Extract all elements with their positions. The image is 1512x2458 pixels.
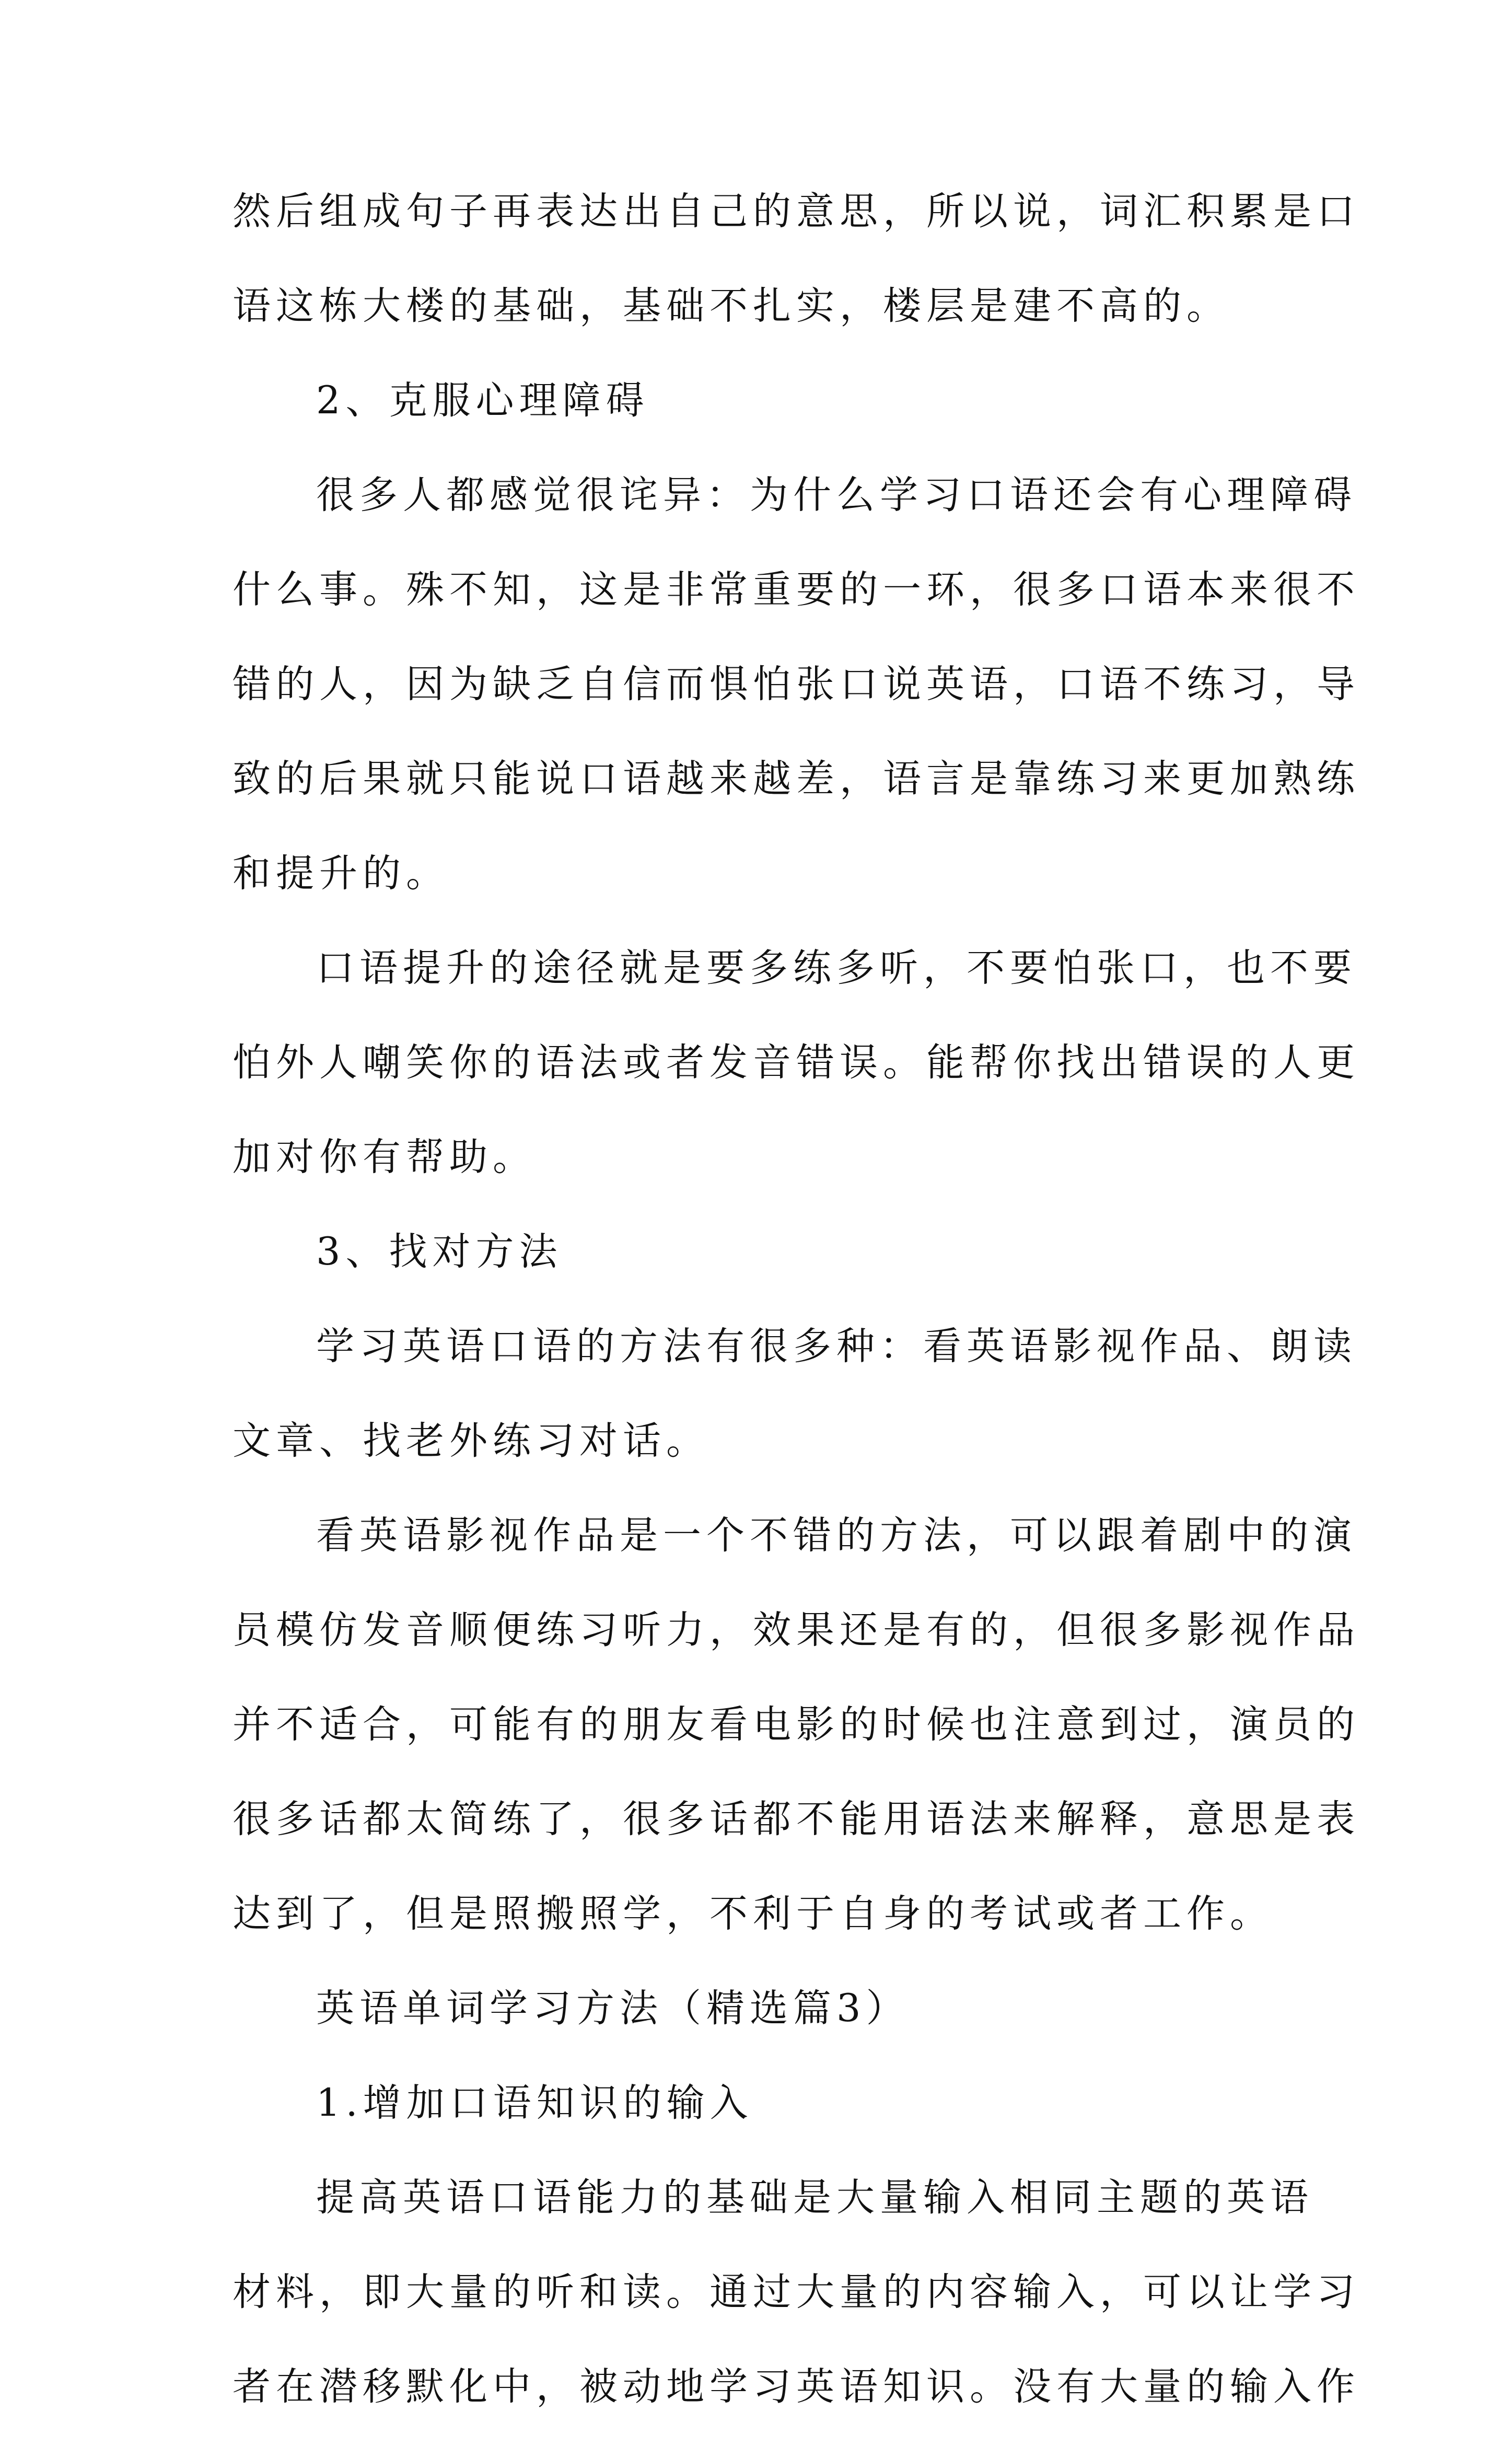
document-body xyxy=(232,188,1360,2458)
body-text-line: 很多话都太简练了，很多话都不能用语法来解释，意思是表 xyxy=(232,1797,1360,1841)
section-heading: 2、克服心理障碍 xyxy=(316,378,649,423)
body-text-line: 错的人，因为缺乏自信而惧怕张口说英语，口语不练习，导 xyxy=(232,662,1360,706)
body-text-line: 然后组成句子再表达出自己的意思，所以说，词汇积累是口 xyxy=(232,189,1360,234)
body-text-line: 材料，即大量的听和读。通过大量的内容输入，可以让学习 xyxy=(232,2270,1360,2314)
section-title: 英语单词学习方法（精选篇3） xyxy=(316,1986,910,2031)
body-text-line: 口语提升的途径就是要多练多听，不要怕张口，也不要 xyxy=(316,946,1357,990)
body-text-line: 达到了，但是照搬照学，不利于自身的考试或者工作。 xyxy=(232,1892,1273,1936)
body-text-line: 怕外人嘲笑你的语法或者发音错误。能帮你找出错误的人更 xyxy=(232,1040,1360,1085)
body-text-line: 致的后果就只能说口语越来越差，语言是靠练习来更加熟练 xyxy=(232,757,1360,801)
body-text-line: 学习英语口语的方法有很多种：看英语影视作品、朗读 xyxy=(316,1324,1357,1369)
body-text-line: 什么事。殊不知，这是非常重要的一环，很多口语本来很不 xyxy=(232,567,1360,612)
body-text-line: 者在潜移默化中，被动地学习英语知识。没有大量的输入作 xyxy=(232,2364,1360,2409)
section-heading: 1.增加口语知识的输入 xyxy=(316,2081,753,2125)
body-text-line: 很多人都感觉很诧异：为什么学习口语还会有心理障碍 xyxy=(316,473,1357,517)
body-text-line: 提高英语口语能力的基础是大量输入相同主题的英语 xyxy=(316,2175,1313,2220)
body-text-line: 看英语影视作品是一个不错的方法，可以跟着剧中的演 xyxy=(316,1513,1357,1558)
body-text-line: 文章、找老外练习对话。 xyxy=(232,1419,710,1463)
section-heading: 3、找对方法 xyxy=(316,1230,563,1274)
body-text-line: 并不适合，可能有的朋友看电影的时候也注意到过，演员的 xyxy=(232,1702,1360,1747)
body-text-line: 语这栋大楼的基础，基础不扎实，楼层是建不高的。 xyxy=(232,284,1230,328)
body-text-line: 加对你有帮助。 xyxy=(232,1135,536,1179)
body-text-line: 和提升的。 xyxy=(232,851,449,896)
body-text-line: 员模仿发音顺便练习听力，效果还是有的，但很多影视作品 xyxy=(232,1608,1360,1652)
